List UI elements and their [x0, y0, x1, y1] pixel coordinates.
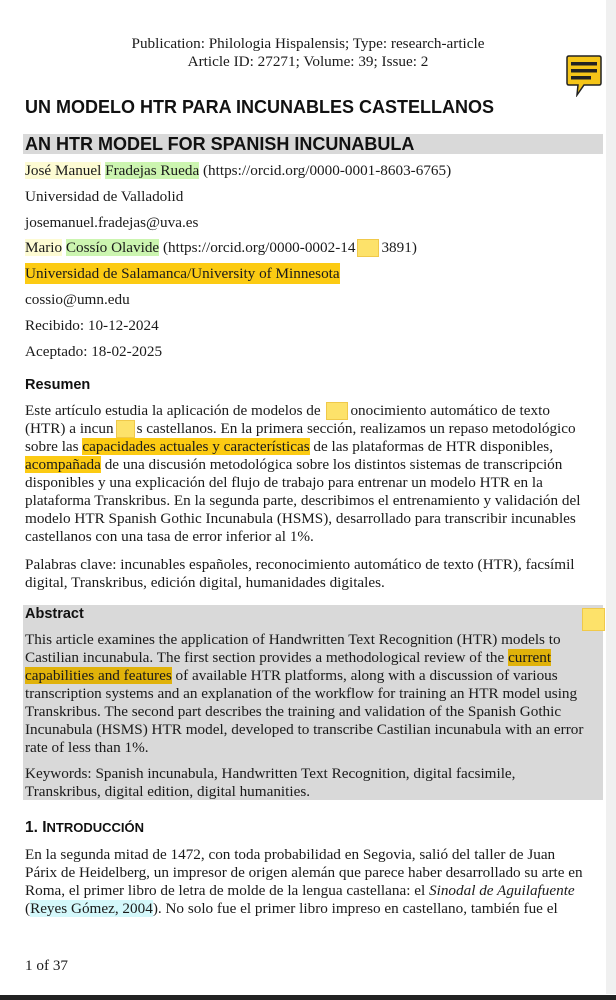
abstract-line: Transkribus. The second part describes the training and validation of the Spanish Gothic: [25, 703, 562, 720]
bottom-border: [0, 995, 616, 1000]
author-1-email[interactable]: josemanuel.fradejas@uva.es: [25, 214, 199, 231]
palabras-clave-line: digital, Transkribus, edición digital, humanidades digitales.: [25, 574, 385, 591]
text: Este artículo estudia la aplicación de modelos de: [25, 402, 325, 419]
title-english: AN HTR MODEL FOR SPANISH INCUNABULA: [25, 134, 415, 154]
author-1-affiliation: Universidad de Valladolid: [25, 188, 184, 205]
intro-line: Párix de Heidelberg, un impresor de origen alemán que parece haber desarrollado su arte en: [25, 864, 583, 881]
resumen-line: [25, 420, 576, 438]
abstract-line: transcription systems and an explanation of the workflow for training an HTR model using: [25, 685, 578, 702]
viewer-scroll-gutter: [606, 0, 616, 994]
italic-title: Sinodal de Aguilafuente: [429, 882, 575, 899]
text: Castilian incunabula. The first section provides a methodological review of the: [25, 649, 509, 666]
text: (HTR) a incun: [25, 420, 114, 437]
text: s castellanos. En la primera sección, realizamos un repaso metodológico: [136, 420, 576, 437]
abstract-line: [25, 667, 558, 685]
author-2-orcid-link-part2[interactable]: 3891): [381, 239, 417, 256]
text: ). No solo fue el primer libro impreso en castellano, también fue el: [152, 900, 558, 917]
author-2-affiliation[interactable]: Universidad de Salamanca/University of Minnesota: [25, 265, 340, 282]
text: de una discusión metodológica sobre los distintos sistemas de transcripción: [100, 456, 563, 473]
sticky-note-icon[interactable]: [357, 239, 379, 257]
resumen-line: modelo HTR Spanish Gothic Incunabula (HSMS), desarrollado para transcribir incunables: [25, 510, 576, 527]
received-date: Recibido: 10-12-2024: [25, 317, 159, 334]
author-1-orcid-link[interactable]: (https://orcid.org/0000-0001-8603-6765): [199, 162, 452, 179]
resumen-line: disponibles y una explicación del flujo de trabajo para entrenar un modelo HTR en la: [25, 474, 543, 491]
keywords-line: Transkribus, digital edition, digital humanities.: [25, 783, 311, 800]
author-2-affiliation-line: [25, 265, 340, 283]
resumen-line: plataforma Transkribus. En la segunda parte, describimos el entrenamiento y validación del: [25, 492, 581, 509]
abstract-heading: Abstract: [25, 606, 84, 622]
resumen-line: [25, 456, 562, 474]
text: sobre las: [25, 438, 83, 455]
text: 1. I: [25, 819, 47, 836]
palabras-clave-line: Palabras clave: incunables españoles, reconocimiento automático de texto (HTR), facsímil: [25, 556, 575, 573]
text: of available HTR platforms, along with a discussion of various: [171, 667, 558, 684]
intro-line: En la segunda mitad de 1472, con toda probabilidad en Segovia, salió del taller de Juan: [25, 846, 556, 863]
resumen-line: castellanos con una tasa de error inferior al 1%.: [25, 528, 314, 545]
keywords-line: Keywords: Spanish incunabula, Handwritten Text Recognition, digital facsimile,: [25, 765, 516, 782]
publication-line: Publication: Philologia Hispalensis; Type: research-article: [131, 35, 485, 52]
text: NTRODUCCIÓN: [46, 820, 145, 835]
resumen-heading: Resumen: [25, 377, 91, 393]
author-2-line: [25, 239, 417, 257]
resumen-line: [25, 438, 553, 456]
author-2-orcid-link-part1[interactable]: (https://orcid.org/0000-0002-14: [159, 239, 356, 256]
intro-line: [25, 882, 575, 900]
abstract-line: Incunabula (HSMS) HTR model, developed to transcribe Castilian incunabula with an error: [25, 721, 584, 738]
article-id-line: Article ID: 27271; Volume: 39; Issue: 2: [187, 53, 429, 70]
accepted-date: Aceptado: 18-02-2025: [25, 343, 163, 360]
intro-heading: [25, 819, 144, 837]
author-1-last-name: Fradejas Rueda: [105, 162, 200, 179]
sticky-note-icon[interactable]: [326, 402, 348, 420]
author-1-line: [25, 162, 451, 180]
title-spanish: UN MODELO HTR PARA INCUNABLES CASTELLANOS: [25, 97, 494, 117]
highlight-capacidades[interactable]: capacidades actuales y características: [82, 438, 310, 455]
text: Roma, el primer libro de letra de molde de la lengua castellana: el: [25, 882, 429, 899]
abstract-line: rate of less than 1%.: [25, 739, 149, 756]
author-2-last-name: Cossío Olavide: [65, 239, 160, 256]
sticky-note-icon[interactable]: [116, 420, 135, 438]
author-2-email[interactable]: cossio@umn.edu: [25, 291, 130, 308]
highlight-capabilities[interactable]: capabilities and features: [25, 667, 172, 684]
text: de las plataformas de HTR disponibles,: [309, 438, 553, 455]
text: (: [25, 900, 31, 917]
author-1-first-name: José Manuel: [25, 162, 102, 179]
intro-line: [25, 900, 558, 918]
citation-link[interactable]: Reyes Gómez, 2004: [30, 900, 153, 917]
sticky-note-icon[interactable]: [582, 608, 605, 631]
comment-icon[interactable]: [566, 55, 602, 97]
resumen-line: [25, 402, 550, 420]
abstract-line: [25, 649, 551, 667]
abstract-line: This article examines the application of Handwritten Text Recognition (HTR) models to: [25, 631, 561, 648]
highlight-current[interactable]: current: [508, 649, 552, 666]
author-2-first-name: Mario: [25, 239, 63, 256]
highlight-acompanada[interactable]: acompañada: [25, 456, 101, 473]
text: onocimiento automático de texto: [350, 402, 550, 419]
page-indicator: 1 of 37: [25, 957, 69, 974]
